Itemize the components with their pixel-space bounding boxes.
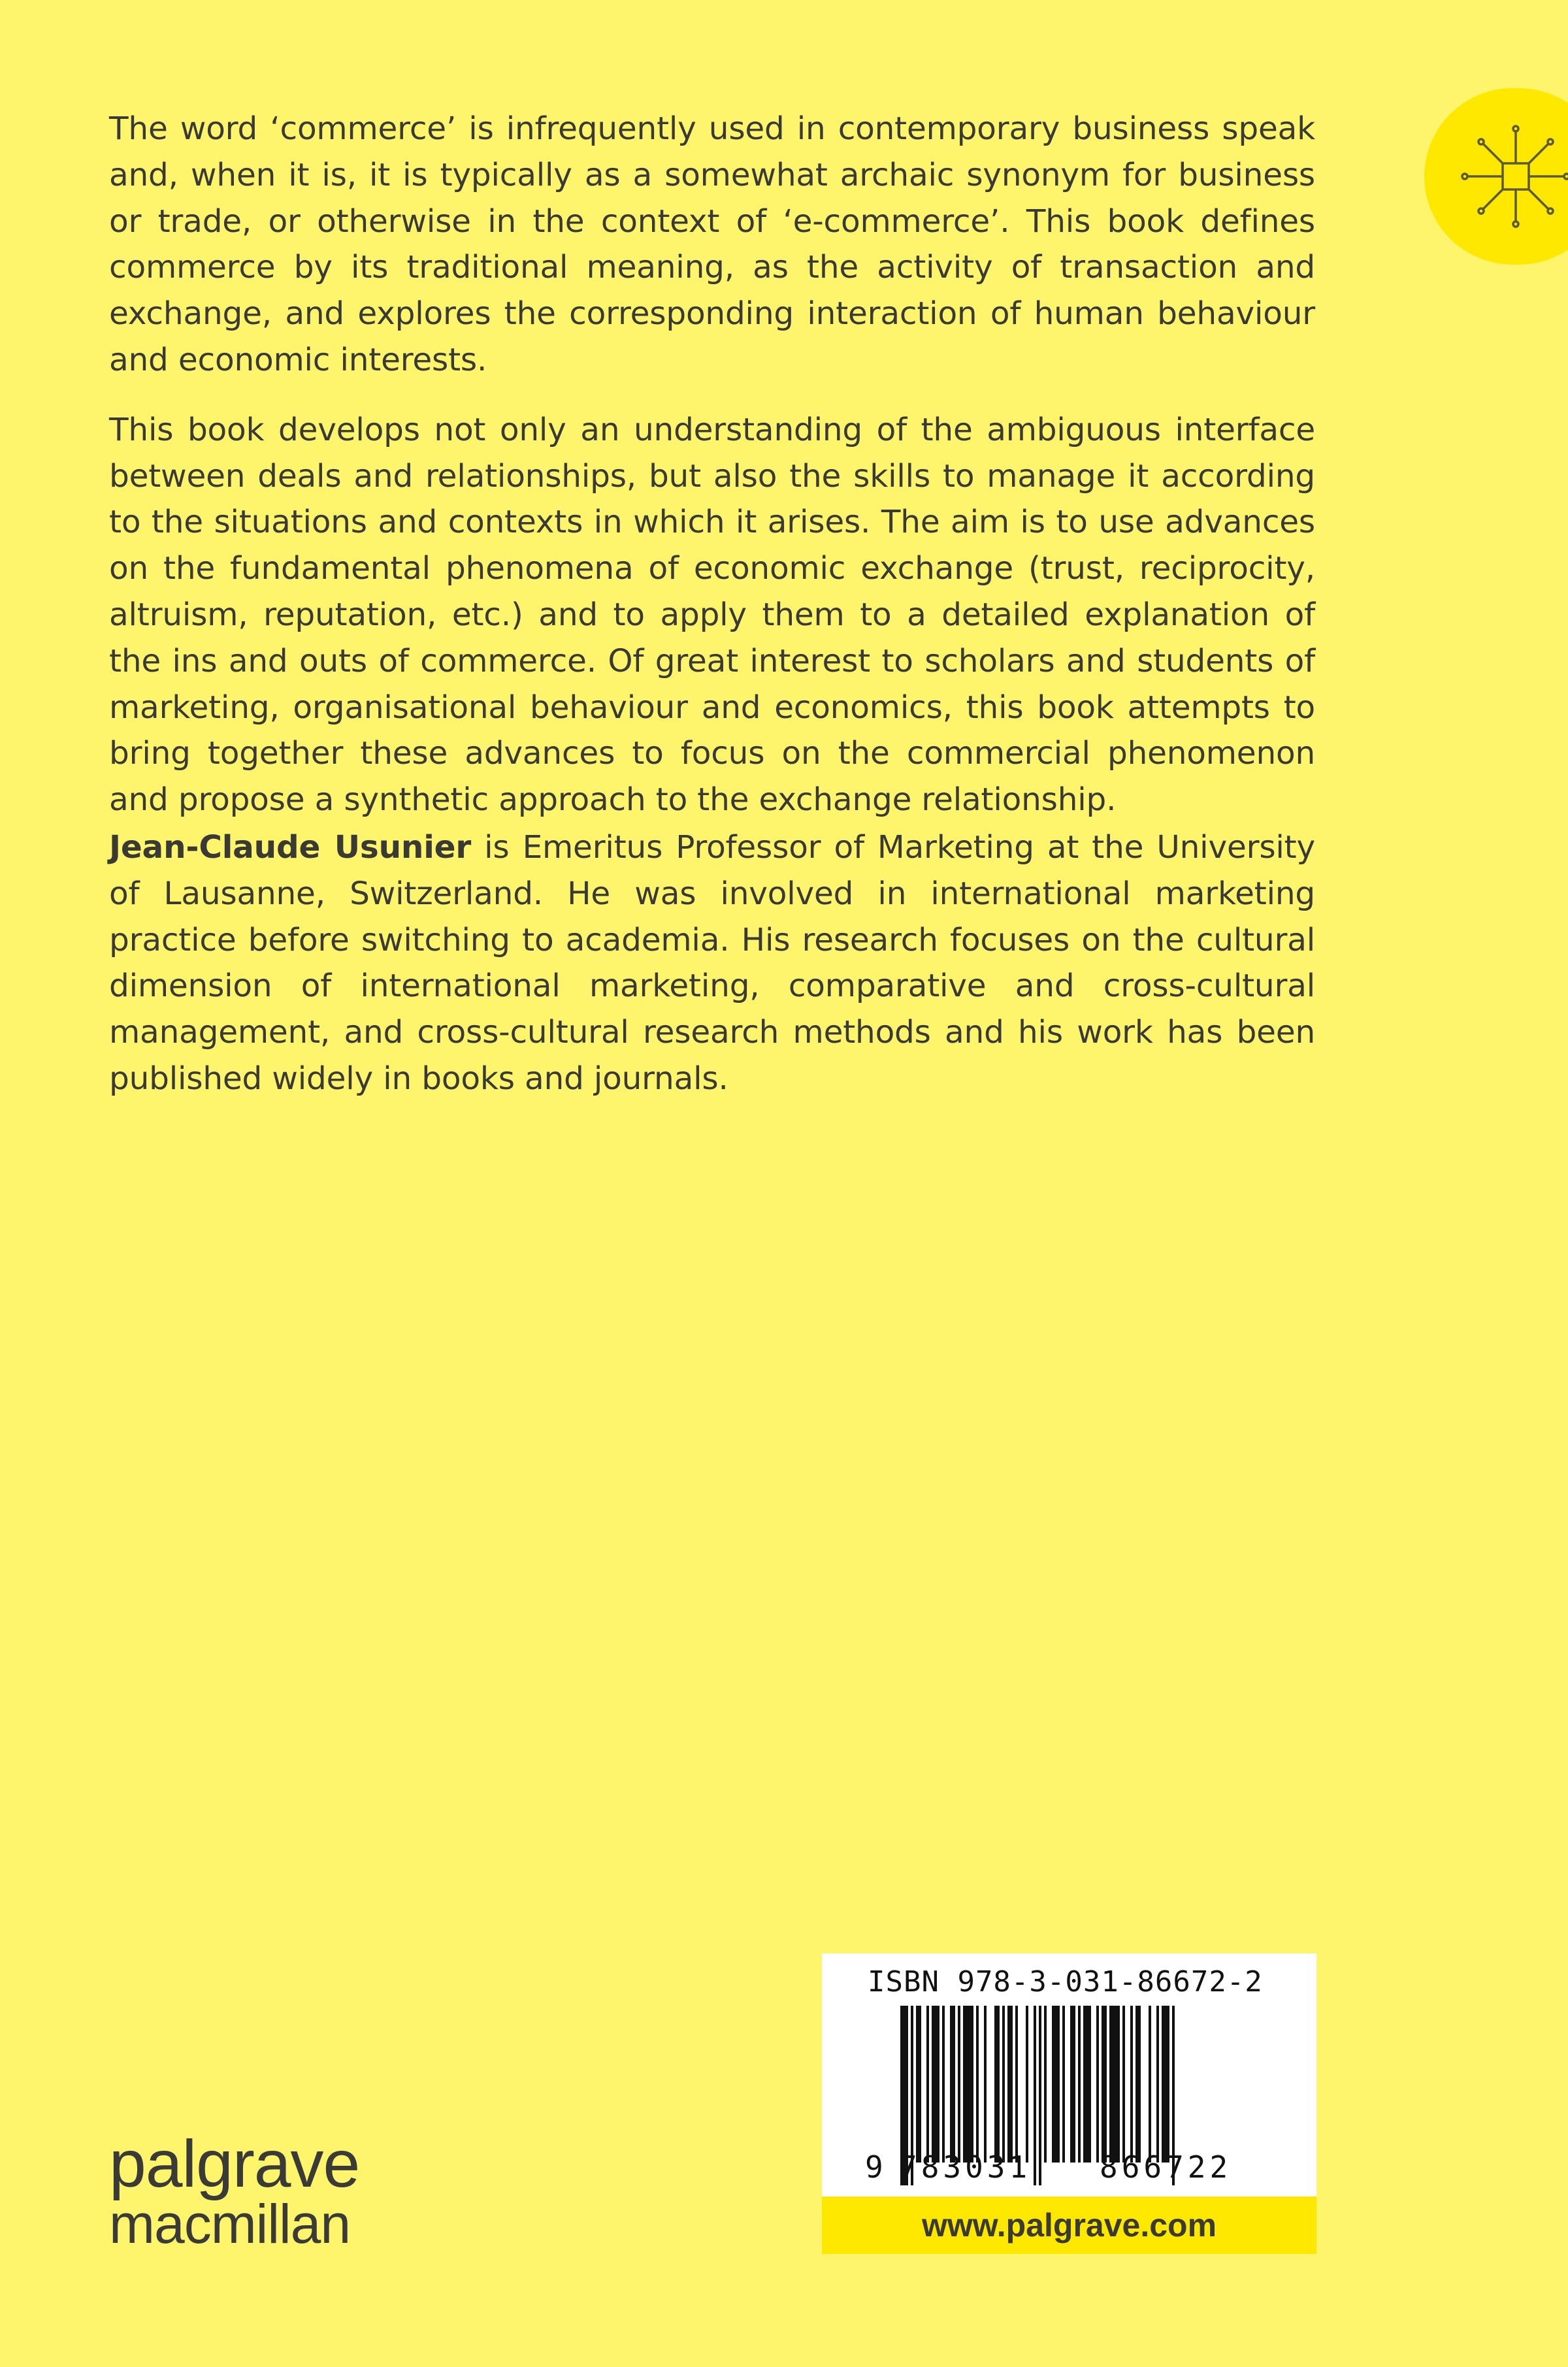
palgrave-macmillan-logo [109, 2127, 360, 2255]
barcode-right-digits: 866722 [1100, 2149, 1232, 2185]
barcode-bars [822, 2006, 1316, 2189]
description-paragraph-1: The word ‘commerce’ is infrequently used in contemporary business speak and, when it is, it is typically as a somewhat archaic synonym for business or trade, or otherwise in the context of ‘e-commerce’. This book defines commerce by its traditional meaning, as the activity of transaction and exchange, and explores the corresponding interaction of human behaviour and economic interests. [109, 110, 1315, 378]
author-name: Jean-Claude Usunier [109, 829, 472, 866]
author-biography [109, 824, 1315, 1126]
author-paragraph [109, 824, 1315, 1102]
barcode-lead-digit: 9 [865, 2149, 883, 2185]
book-description [109, 106, 1315, 847]
publisher-emblem [1424, 88, 1568, 265]
palgrave-circuit-emblem-icon [1454, 118, 1568, 235]
barcode-left-digits: 783031 [899, 2149, 1032, 2185]
isbn-label: ISBN 978-3-031-86672-2 [868, 1965, 1263, 1999]
publisher-url: www.palgrave.com [822, 2196, 1316, 2254]
description-paragraph-2: This book develops not only an understanding of the ambiguous interface between deals and relationships, but also the skills to manage it according to the situations and contexts in which it arises. The aim is to use advances on the fundamental phenomena of economic exchange (trust, reciprocity, altruism, reputation, etc.) and to apply them to a detailed explanation of the ins and outs of commerce. Of great interest to scholars and students of marketing, organisational behaviour and economics, this book attempts to bring together these advances to focus on the commercial phenomenon and propose a synthetic approach to the exchange relationship. [109, 411, 1315, 819]
author-bio-text: is Emeritus Professor of Marketing at the University of Lausanne, Switzerland. He was involved in international marketing practice before switching to academia. His research focuses on the cultural dimension of international marketing, comparative and cross-cultural management, and cross-cultural research methods and his work has been published widely in books and journals. [109, 829, 1315, 1097]
logo-line-palgrave: palgrave [109, 2127, 360, 2201]
isbn-barcode [822, 1953, 1316, 2196]
logo-line-macmillan: macmillan [109, 2193, 351, 2255]
